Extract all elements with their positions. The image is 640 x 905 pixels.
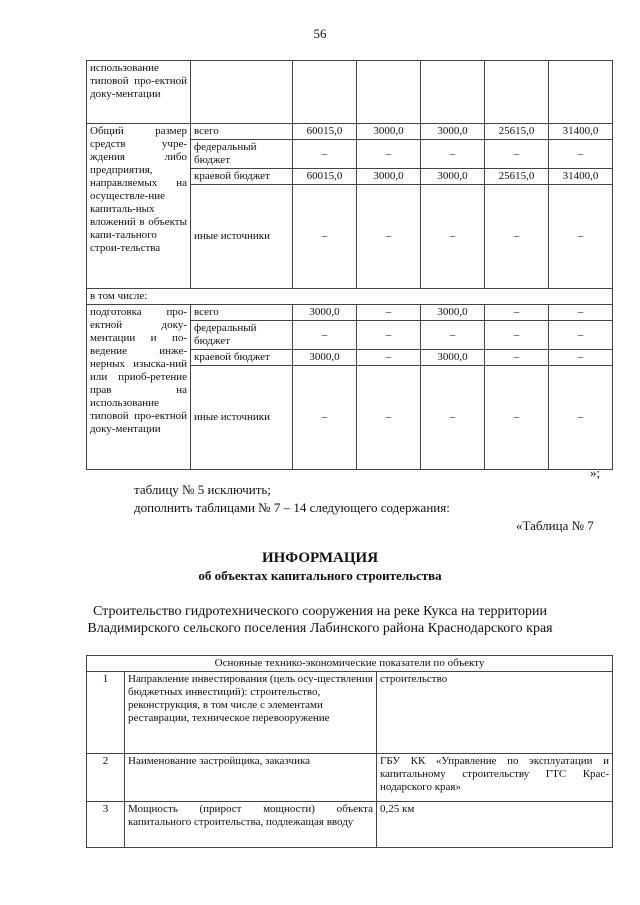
source-cell: федеральный бюджет (191, 140, 293, 169)
value-cell: – (357, 321, 421, 350)
value-cell: – (549, 185, 613, 289)
value-cell: 3000,0 (421, 350, 485, 366)
row-label: подготовка про-ектной доку-ментации и по-ведение инже-нерных изыска-ний или приоб-ретение прав на использование типовой про-ектной доку-ментации (87, 305, 191, 470)
value-cell: 25615,0 (485, 169, 549, 185)
row-value: строительство (377, 672, 613, 754)
value-cell: 3000,0 (357, 169, 421, 185)
page-subheading: об объектах капитального строительства (198, 568, 442, 583)
table-reference: «Таблица № 7 (516, 518, 594, 533)
value-cell: – (357, 366, 421, 470)
source-cell: всего (191, 305, 293, 321)
source-cell: иные источники (191, 185, 293, 289)
value-cell: – (549, 366, 613, 470)
instruction-line-2: дополнить таблицами № 7 – 14 следующего содержания: (134, 500, 450, 515)
table-row (87, 305, 613, 321)
value-cell: 3000,0 (293, 350, 357, 366)
instruction-line-1: таблицу № 5 исключить; (134, 482, 271, 497)
value-cell: – (549, 140, 613, 169)
value-cell: – (357, 185, 421, 289)
value-cell: – (357, 305, 421, 321)
value-cell: – (421, 185, 485, 289)
value-cell: – (293, 366, 357, 470)
row-number: 3 (87, 802, 125, 848)
indicators-table (86, 655, 613, 848)
value-cell: 31400,0 (549, 169, 613, 185)
row-label: Наименование застройщика, заказчика (125, 754, 377, 802)
table-row (87, 672, 613, 754)
row-number: 2 (87, 754, 125, 802)
value-cell: – (293, 185, 357, 289)
row-number: 1 (87, 672, 125, 754)
value-cell: – (485, 366, 549, 470)
object-title-line-2: Владимирского сельского поселения Лабинского района Краснодарского края (87, 621, 553, 636)
source-cell: всего (191, 124, 293, 140)
value-cell: – (485, 140, 549, 169)
table-row (87, 289, 613, 305)
row-label: Направление инвестирования (цель осу-ществления бюджетных инвестиций): строительство, реконструкция, в том числе с элементами реставрации, техническое перевооружение (125, 672, 377, 754)
source-cell: краевой бюджет (191, 350, 293, 366)
value-cell: – (357, 140, 421, 169)
value-cell: – (549, 321, 613, 350)
table-row (87, 124, 613, 140)
value-cell: – (485, 350, 549, 366)
in-that-label: в том числе: (87, 289, 613, 305)
value-cell: – (293, 321, 357, 350)
page-heading: ИНФОРМАЦИЯ (261, 550, 379, 566)
value-cell: – (421, 140, 485, 169)
source-cell: федеральный бюджет (191, 321, 293, 350)
value-cell: – (421, 366, 485, 470)
value-cell: 31400,0 (549, 124, 613, 140)
row-value: 0,25 км (377, 802, 613, 848)
source-cell: краевой бюджет (191, 169, 293, 185)
row-label: Мощность (прирост мощности) объекта капитального строительства, подлежащая вводу (125, 802, 377, 848)
value-cell: – (485, 185, 549, 289)
financing-table (86, 60, 613, 470)
value-cell: – (421, 321, 485, 350)
value-cell: 3000,0 (421, 169, 485, 185)
value-cell: – (485, 305, 549, 321)
object-title-line-1: Строительство гидротехнического сооружения на реке Кукса на территории (93, 604, 547, 619)
value-cell: – (549, 305, 613, 321)
value-cell: 3000,0 (293, 305, 357, 321)
value-cell: 3000,0 (421, 124, 485, 140)
value-cell: 60015,0 (293, 124, 357, 140)
value-cell: 3000,0 (357, 124, 421, 140)
table-header-row (87, 656, 613, 672)
row-label: Общий размер средств учре-ждения либо предприятия, направляемых на осуществле-ние капиталь-ных вложений в объекты капи-тального строи-тельства (87, 124, 191, 289)
table-header: Основные технико-экономические показатели по объекту (87, 656, 613, 672)
closing-quote: »; (590, 465, 601, 480)
table-row (87, 802, 613, 848)
row-label: использование типовой про-ектной доку-ментации (87, 61, 191, 124)
page-number: 56 (313, 26, 327, 41)
value-cell: – (549, 350, 613, 366)
value-cell: – (293, 140, 357, 169)
value-cell: 60015,0 (293, 169, 357, 185)
table-row (87, 61, 613, 124)
value-cell: – (485, 321, 549, 350)
source-cell: иные источники (191, 366, 293, 470)
value-cell: – (357, 350, 421, 366)
row-value: ГБУ КК «Управление по эксплуатации и капитальному строительству ГТС Крас-нодарского края» (377, 754, 613, 802)
value-cell: 25615,0 (485, 124, 549, 140)
table-row (87, 754, 613, 802)
value-cell: 3000,0 (421, 305, 485, 321)
